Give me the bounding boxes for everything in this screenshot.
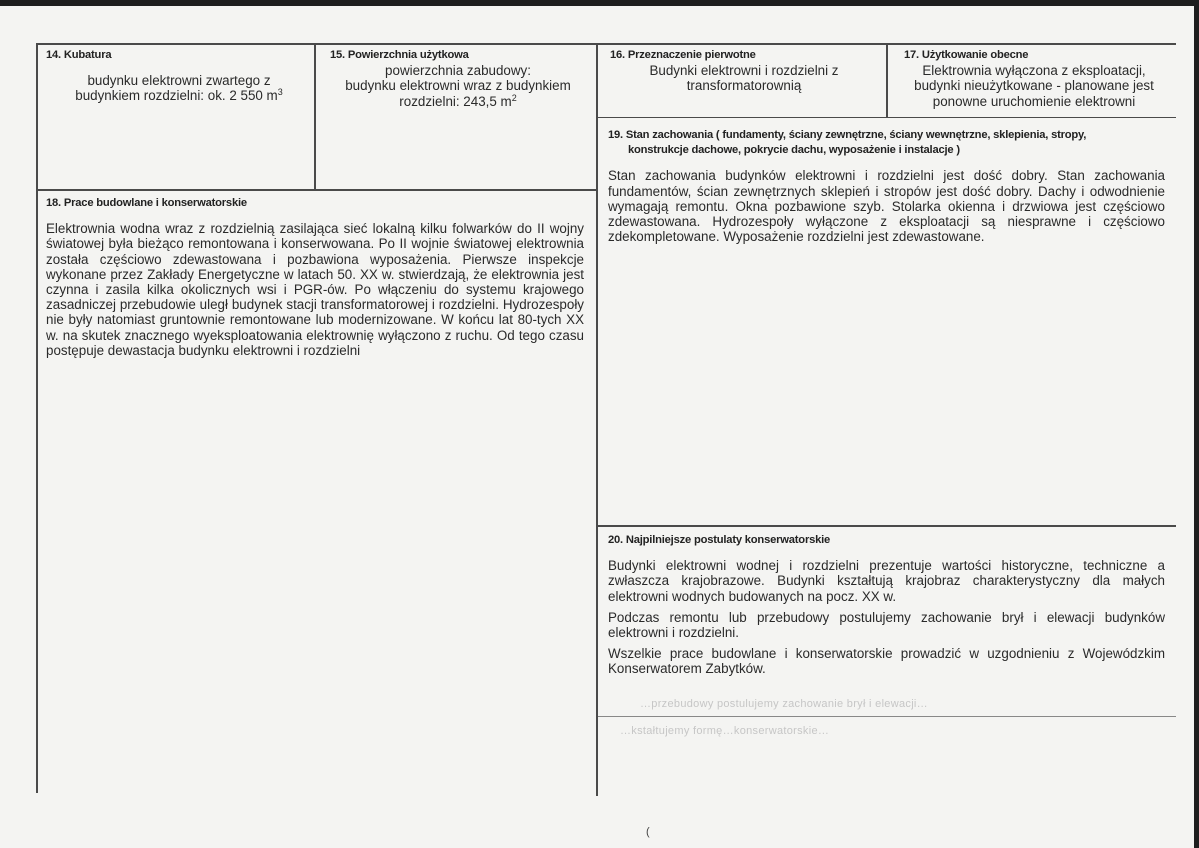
field-19-text: Stan zachowania budynków elektrowni i rozdzielni jest dość dobry. Stan zachowania fundamentów, ścian zewnętrznych sklepień i stropów jest dość dobry. Dachy i odwodnienie wymagają remontu. Okna pozbawione szyb. Stolarka okienna i drzwiowa jest częściowo zdewastowana. Hydrozespoły wyłączone z eksploatacji są niesprawne i częściowo zdekompletowane. Wyposażenie rozdzielni jest zdewastowane. [608, 168, 1165, 245]
field-17-line-1: Elektrownia wyłączona z eksploatacji, [922, 63, 1146, 79]
field-14-line-1: budynku elektrowni zwartego z [87, 73, 271, 89]
field-14-title: 14. Kubatura [46, 49, 112, 61]
row-divider-18 [36, 189, 596, 191]
field-18-title: 18. Prace budowlane i konserwatorskie [46, 197, 247, 209]
field-14-value [46, 73, 312, 103]
row-divider-20 [596, 525, 1176, 527]
field-20-paragraph-1: Budynki elektrowni wodnej i rozdzielni prezentuje wartości historyczne, techniczne a zwłaszcza krajobrazowe. Budynki kształtują krajobraz charakterystyczny dla małych elektrowni wodnych budowanych na pocz. XX w. [608, 558, 1165, 604]
scan-top-edge [0, 0, 1199, 6]
field-15-line-2: budynku elektrowni wraz z budynkiem [345, 78, 571, 94]
field-19-stan [608, 128, 1165, 244]
stray-mark: ( [646, 826, 650, 838]
field-17-line-3: ponowne uruchomienie elektrowni [932, 93, 1136, 109]
column-divider-14-15 [314, 43, 316, 189]
field-19-title-line-1: 19. Stan zachowania ( fundamenty, ściany zewnętrzne, ściany wewnętrzne, sklepienia, stropy, [608, 129, 1087, 141]
field-15-line-3-text: rozdzielni: 243,5 m [399, 93, 512, 109]
field-19-title-line-2: konstrukcje dachowe, pokrycie dachu, wyposażenie i instalacje ) [628, 144, 960, 157]
field-15-value [322, 63, 594, 109]
field-17-line-2: budynki nieużytkowane - planowane jest [914, 78, 1154, 94]
column-divider-main [596, 43, 598, 796]
column-divider-left [36, 43, 38, 793]
field-14-unit-sup: 3 [277, 87, 283, 98]
field-16-przeznaczenie [604, 48, 884, 94]
row-divider-20-bottom [596, 716, 1176, 717]
field-20-paragraph-2: Podczas remontu lub przebudowy postulujemy zachowanie brył i elewacji budynków elektrowni i rozdzielni. [608, 609, 1165, 641]
field-16-title: 16. Przeznaczenie pierwotne [610, 49, 756, 61]
field-14-line-2 [46, 88, 312, 103]
scan-right-edge [1194, 0, 1199, 848]
field-14-kubatura [46, 48, 312, 104]
field-14-line-2-text: budynkiem rozdzielni: ok. 2 550 m [75, 88, 278, 104]
bleed-through-line-1: …przebudowy postulujemy zachowanie brył i elewacji… [640, 698, 928, 710]
field-18-prace [46, 196, 584, 358]
field-16-value [604, 63, 884, 93]
table-top-border [36, 43, 1176, 45]
field-20-postulaty [608, 533, 1165, 677]
field-17-title: 17. Użytkowanie obecne [904, 49, 1029, 61]
column-divider-16-17 [886, 43, 888, 117]
bleed-through-line-2: …kstałtujemy formę…konserwatorskie… [620, 725, 830, 737]
field-15-line-3 [322, 94, 594, 109]
field-16-line-2: transformatorownią [686, 78, 802, 94]
field-18-text: Elektrownia wodna wraz z rozdzielnią zasilająca sieć lokalną kilku folwarków do II wojny światowej była bieżąco remontowana i konserwowana. Po II wojnie światowej elektrownia została częściowo zdewastowana i pozbawiona wyposażenia. Pierwsze inspekcje wykonane przez Zakłady Energetyczne w latach 50. XX w. stwierdzają, że elektrownia jest czynna i zasila kilka okolicznych wsi i PGR-ów. Po włączeniu do systemu krajowego zasadniczej przebudowie uległ budynek stacji transformatorowej i rozdzielni. Hydrozespoły nie były natomiast gruntownie remontowane lub modernizowane. W końcu lat 80-tych XX w. na skutek znacznego wyeksploatowania elektrownię wyłączono z ruchu. Od tego czasu postępuje dewastacja budynku elektrowni i rozdzielni [46, 221, 584, 358]
field-15-title: 15. Powierzchnia użytkowa [330, 49, 469, 61]
field-16-line-1: Budynki elektrowni i rozdzielni z [649, 63, 839, 79]
field-20-paragraph-3: Wszelkie prace budowlane i konserwatorskie prowadzić w uzgodnieniu z Wojewódzkim Konserwatorem Zabytków. [608, 646, 1165, 677]
field-17-uzytkowanie [894, 48, 1174, 109]
row-divider-19 [596, 117, 1176, 118]
field-19-title [608, 128, 1165, 158]
field-20-title: 20. Najpilniejsze postulaty konserwatorskie [608, 534, 831, 546]
field-15-line-1: powierzchnia zabudowy: [385, 63, 531, 79]
field-17-value [894, 63, 1174, 109]
field-15-unit-sup: 2 [511, 92, 517, 103]
field-15-powierzchnia [322, 48, 594, 109]
